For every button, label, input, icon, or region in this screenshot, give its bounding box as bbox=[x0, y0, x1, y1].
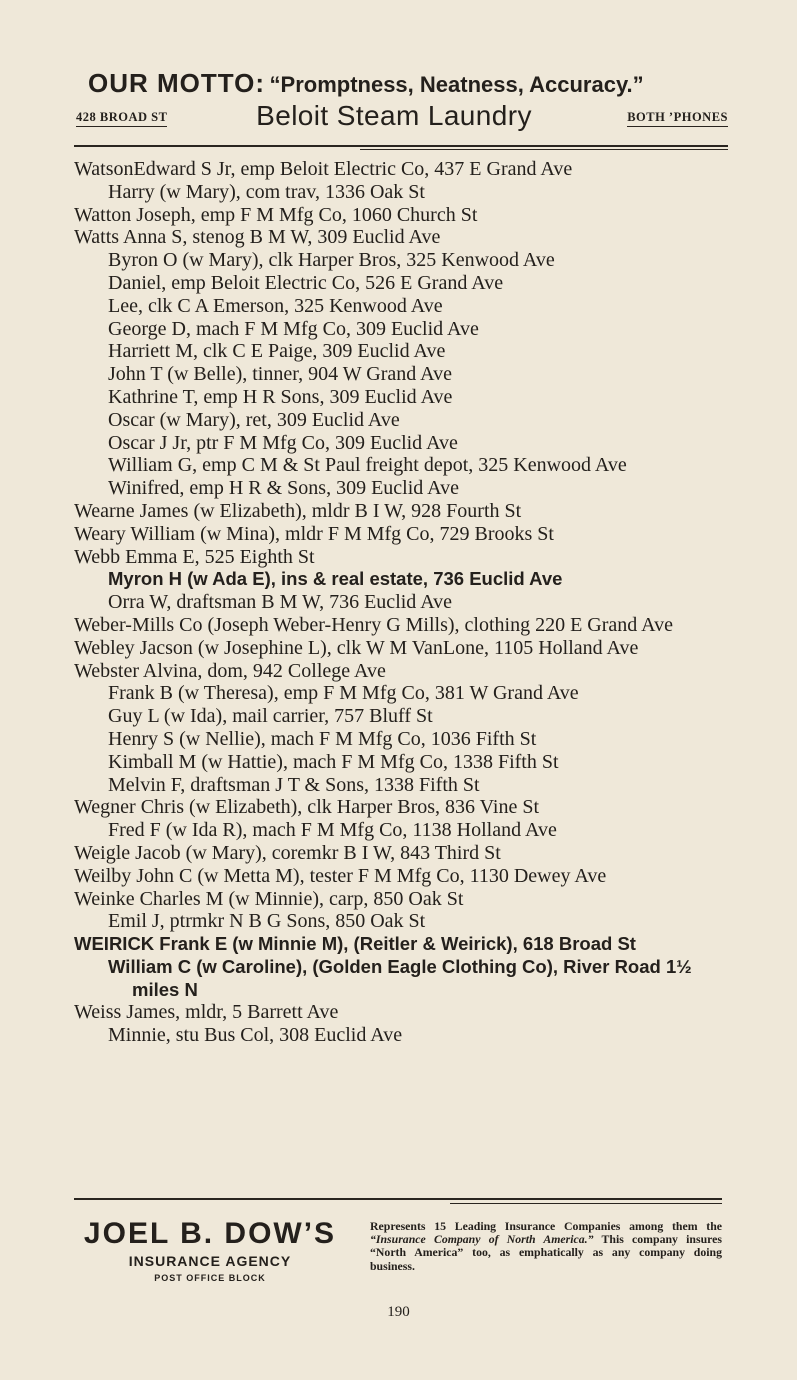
directory-entry: Myron H (w Ada E), ins & real estate, 736 Euclid Ave bbox=[108, 568, 563, 590]
directory-entry: Webb Emma E, 525 Eighth St bbox=[74, 545, 315, 568]
directory-entry: John T (w Belle), tinner, 904 W Grand Ave bbox=[108, 363, 452, 386]
directory-entry: Daniel, emp Beloit Electric Co, 526 E Grand Ave bbox=[108, 271, 504, 294]
directory-entry: Frank B (w Theresa), emp F M Mfg Co, 381 W Grand Ave bbox=[108, 682, 579, 705]
header-rule-thin bbox=[360, 149, 728, 150]
directory-entry: Weary William (w Mina), mldr F M Mfg Co, 729 Brooks St bbox=[74, 522, 554, 545]
directory-entry: Winifred, emp H R & Sons, 309 Euclid Ave bbox=[108, 477, 460, 500]
agency-blurb bbox=[370, 1220, 722, 1273]
directory-entry: Wegner Chris (w Elizabeth), clk Harper Bros, 836 Vine St bbox=[74, 796, 540, 819]
directory-entry: Henry S (w Nellie), mach F M Mfg Co, 1036 Fifth St bbox=[108, 727, 537, 750]
insurance-agency-ad bbox=[74, 1217, 346, 1283]
directory-entry: Kathrine T, emp H R Sons, 309 Euclid Ave bbox=[108, 385, 453, 408]
directory-entry: Wearne James (w Elizabeth), mldr B I W, 928 Fourth St bbox=[74, 499, 522, 522]
directory-entry: Harry (w Mary), com trav, 1336 Oak St bbox=[108, 180, 425, 203]
agency-location: POST OFFICE BLOCK bbox=[154, 1273, 266, 1283]
header-rule bbox=[74, 145, 728, 147]
directory-entry: Weigle Jacob (w Mary), coremkr B I W, 843 Third St bbox=[74, 841, 501, 864]
directory-entry: Weber-Mills Co (Joseph Weber-Henry G Mills), clothing 220 E Grand Ave bbox=[74, 613, 674, 636]
directory-entry: Melvin F, draftsman J T & Sons, 1338 Fifth St bbox=[108, 773, 480, 796]
laundry-name: Beloit Steam Laundry bbox=[256, 100, 532, 131]
directory-entry: Harriett M, clk C E Paige, 309 Euclid Ave bbox=[108, 340, 446, 363]
motto-text: “Promptness, Neatness, Accuracy.” bbox=[269, 72, 644, 97]
directory-entry: Watton Joseph, emp F M Mfg Co, 1060 Church St bbox=[74, 203, 478, 226]
directory-entry: Fred F (w Ida R), mach F M Mfg Co, 1138 Holland Ave bbox=[108, 819, 557, 842]
directory-entry: Weiss James, mldr, 5 Barrett Ave bbox=[74, 1001, 339, 1024]
agency-subtitle: INSURANCE AGENCY bbox=[128, 1253, 292, 1269]
motto-line bbox=[88, 68, 738, 99]
footer-rule-thin bbox=[450, 1203, 722, 1204]
directory-entry: Weilby John C (w Metta M), tester F M Mfg Co, 1130 Dewey Ave bbox=[74, 864, 607, 887]
directory-entry: Webster Alvina, dom, 942 College Ave bbox=[74, 659, 386, 682]
directory-entry: Webley Jacson (w Josephine L), clk W M VanLone, 1105 Holland Ave bbox=[74, 636, 639, 659]
directory-entry: WatsonEdward S Jr, emp Beloit Electric Co, 437 E Grand Ave bbox=[74, 158, 573, 180]
directory-entry: WEIRICK Frank E (w Minnie M), (Reitler & Weirick), 618 Broad St bbox=[74, 933, 636, 955]
directory-entry: William G, emp C M & St Paul freight depot, 325 Kenwood Ave bbox=[108, 454, 627, 477]
directory-entry: Minnie, stu Bus Col, 308 Euclid Ave bbox=[108, 1024, 403, 1047]
motto-label: OUR MOTTO: bbox=[88, 68, 266, 98]
page-number: 190 bbox=[387, 1304, 410, 1320]
directory-entry: Byron O (w Mary), clk Harper Bros, 325 Kenwood Ave bbox=[108, 249, 555, 272]
laundry-ad bbox=[74, 100, 728, 140]
directory-entry: Oscar J Jr, ptr F M Mfg Co, 309 Euclid Ave bbox=[108, 431, 458, 454]
blurb-italic: “Insurance Company of North America.” bbox=[370, 1232, 594, 1247]
directory-entry: Oscar (w Mary), ret, 309 Euclid Ave bbox=[108, 408, 400, 431]
laundry-phones: BOTH ’PHONES bbox=[627, 110, 728, 127]
directory-entry: Watts Anna S, stenog B M W, 309 Euclid Ave bbox=[74, 226, 441, 249]
blurb-part2: This company insures “North America” too, as emphatically as any company doing business. bbox=[370, 1232, 722, 1273]
directory-entry: George D, mach F M Mfg Co, 309 Euclid Ave bbox=[108, 317, 479, 340]
directory-entry: Kimball M (w Hattie), mach F M Mfg Co, 1338 Fifth St bbox=[108, 750, 559, 773]
footer-rule bbox=[74, 1198, 722, 1200]
laundry-address: 428 BROAD ST bbox=[76, 110, 167, 127]
directory-entry: Weinke Charles M (w Minnie), carp, 850 Oak St bbox=[74, 887, 464, 910]
directory-entry: Lee, clk C A Emerson, 325 Kenwood Ave bbox=[108, 294, 443, 317]
directory-entry: William C (w Caroline), (Golden Eagle Clothing Co), River Road 1½ miles N bbox=[108, 955, 692, 1000]
directory-entries bbox=[74, 158, 734, 1047]
directory-entry: Orra W, draftsman B M W, 736 Euclid Ave bbox=[108, 591, 453, 614]
directory-entry: Emil J, ptrmkr N B G Sons, 850 Oak St bbox=[108, 910, 426, 933]
blurb-part1: Represents 15 Leading Insurance Companies among them the bbox=[370, 1219, 722, 1233]
directory-entry: Guy L (w Ida), mail carrier, 757 Bluff St bbox=[108, 705, 433, 728]
agency-name: JOEL B. DOW’S bbox=[83, 1217, 337, 1250]
